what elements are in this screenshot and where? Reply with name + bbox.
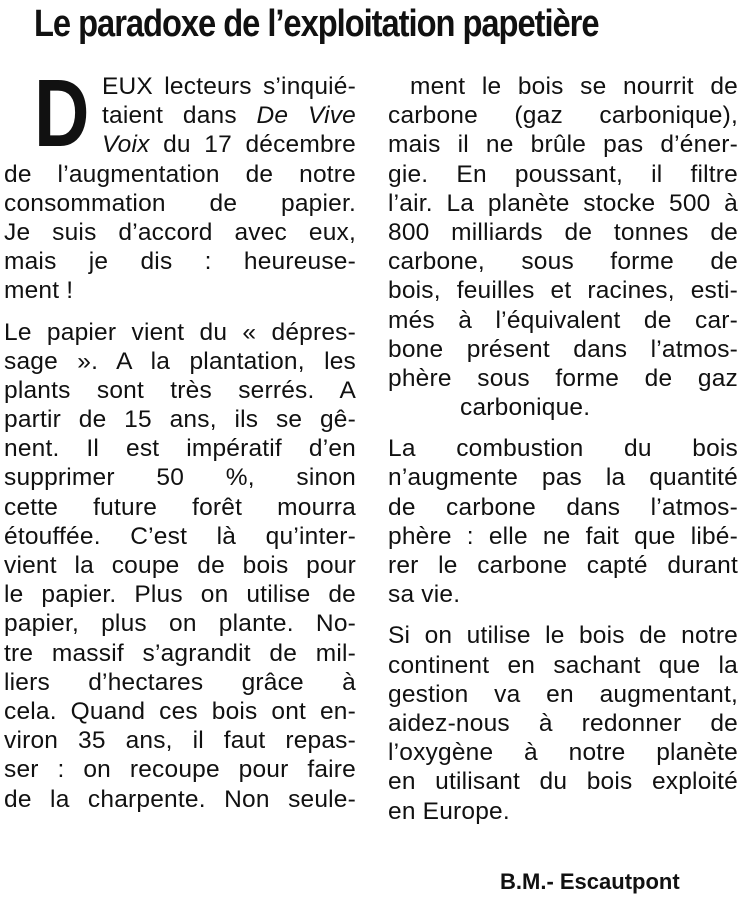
text-line: gie. En poussant, il filtre xyxy=(388,160,738,188)
text-line: tre massif s’agrandit de mil- xyxy=(4,639,356,667)
text-line: sage ». A la plantation, les xyxy=(4,347,356,375)
text-line: ser : on recoupe pour faire xyxy=(4,756,356,784)
text-line: en Europe. xyxy=(388,797,510,825)
right-column xyxy=(388,72,738,826)
text-line: Je suis d’accord avec eux, xyxy=(4,218,356,246)
text-line: continent en sachant que la xyxy=(388,651,738,679)
text-line: carbone (gaz carbonique), xyxy=(388,102,738,130)
text-line: liers d’hectares grâce à xyxy=(4,668,356,696)
text-line: EUX lecteurs s’inquié- xyxy=(102,73,356,100)
text-line: 800 milliards de tonnes de xyxy=(388,218,738,246)
text-line: vient la coupe de bois pour xyxy=(4,552,356,579)
text-line: étouffée. C’est là qu’inter- xyxy=(4,522,356,550)
text-line: carbone, sous forme de xyxy=(388,248,738,276)
text-line: phère sous forme de gaz xyxy=(388,364,738,392)
text-line: ment ! xyxy=(4,277,74,305)
text-line: sa vie. xyxy=(388,581,461,609)
text-line: partir de 15 ans, ils se gê- xyxy=(4,406,356,434)
text-line: La combustion du bois xyxy=(388,435,738,463)
text-line: mais je dis : heureuse- xyxy=(4,248,356,276)
text-line: de carbone dans l’atmos- xyxy=(388,493,738,521)
text-line: supprimer 50 %, sinon xyxy=(4,464,356,492)
text-line: le papier. Plus on utilise de xyxy=(4,581,356,609)
text-line: bone présent dans l’atmos- xyxy=(388,335,738,363)
article-headline: Le paradoxe de l’exploitation papetière xyxy=(34,3,599,45)
text-line: plants sont très serrés. A xyxy=(4,376,356,404)
left-column xyxy=(4,72,356,814)
text-line: l’oxygène à notre planète xyxy=(388,739,738,767)
italic-newspaper-title: De Vive xyxy=(256,102,356,130)
text-line: Voix du 17 décembre xyxy=(102,131,356,159)
text-line: en utilisant du bois exploité xyxy=(388,768,738,796)
text-line: viron 35 ans, il faut repas- xyxy=(4,727,356,755)
text-line: phère : elle ne fait que libé- xyxy=(388,522,738,550)
text-line: més à l’équivalent de car- xyxy=(388,306,738,334)
text-line: de l’augmentation de notre xyxy=(4,160,356,188)
text-line: carbonique. xyxy=(460,394,591,422)
text-line: n’augmente pas la quantité xyxy=(388,464,738,492)
text-line: gestion va en augmentant, xyxy=(388,680,738,708)
drop-cap: D xyxy=(34,60,90,167)
text-line: Si on utilise le bois de notre xyxy=(388,622,738,650)
author-signature: B.M.- Escautpont xyxy=(500,869,680,894)
text-line: Le papier vient du « dépres- xyxy=(4,318,356,346)
text-line: taient dans De Vive xyxy=(102,102,356,130)
text-line: l’air. La planète stocke 500 à xyxy=(388,189,738,217)
text-line: de la charpente. Non seule- xyxy=(4,785,356,813)
text-line: cela. Quand ces bois ont en- xyxy=(4,697,356,725)
text-line: consommation de papier. xyxy=(4,189,356,217)
italic-newspaper-title: Voix xyxy=(102,131,150,159)
text-line: cette future forêt mourra xyxy=(4,493,356,521)
text-line: papier, plus on plante. No- xyxy=(4,610,356,638)
text-line: rer le carbone capté durant xyxy=(388,552,738,579)
text-line: bois, feuilles et racines, esti- xyxy=(388,277,738,305)
text-line: aidez-nous à redonner de xyxy=(388,709,738,737)
text-line: nent. Il est impératif d’en xyxy=(4,435,356,463)
text-line: mais il ne brûle pas d’éner- xyxy=(388,131,738,159)
text-line: ment le bois se nourrit de xyxy=(410,73,738,100)
